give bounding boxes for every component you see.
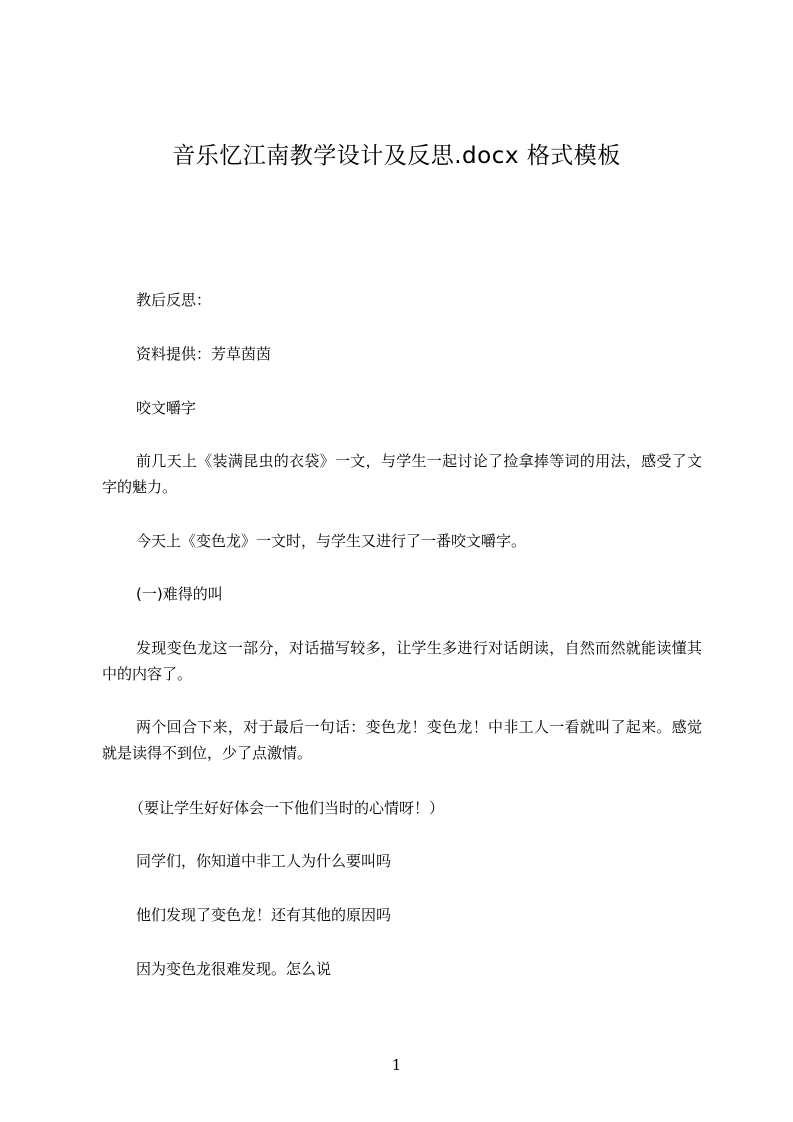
paragraph-reflection-heading: 教后反思： bbox=[136, 291, 212, 309]
paragraph-body: 两个回合下来，对于最后一句话：变色龙！变色龙！中非工人一看就叫了起来。感觉就是读得不到位，少了点激情。 bbox=[102, 718, 702, 762]
paragraph-question: 同学们，你知道中非工人为什么要叫吗 bbox=[136, 852, 392, 870]
paragraph-answer: 因为变色龙很难发现。怎么说 bbox=[136, 960, 332, 978]
page-number: 1 bbox=[391, 1056, 402, 1074]
paragraph-source: 资料提供：芳草茵茵 bbox=[136, 345, 272, 363]
paragraph-body: 今天上《变色龙》一文时，与学生又进行了一番咬文嚼字。 bbox=[136, 532, 527, 550]
paragraph-note: （要让学生好好体会一下他们当时的心情呀！） bbox=[129, 799, 445, 817]
paragraph-body: 发现变色龙这一部分，对话描写较多，让学生多进行对话朗读，自然而然就能读懂其中的内容了。 bbox=[102, 639, 702, 683]
document-title: 音乐忆江南教学设计及反思.docx 格式模板 bbox=[172, 143, 621, 169]
paragraph-answer: 他们发现了变色龙！还有其他的原因吗 bbox=[136, 906, 392, 924]
paragraph-subheading: (一)难得的叫 bbox=[136, 585, 223, 603]
paragraph-section-heading: 咬文嚼字 bbox=[136, 399, 197, 417]
paragraph-body: 前几天上《装满昆虫的衣袋》一文，与学生一起讨论了捡拿捧等词的用法，感受了文字的魅力。 bbox=[102, 452, 702, 496]
